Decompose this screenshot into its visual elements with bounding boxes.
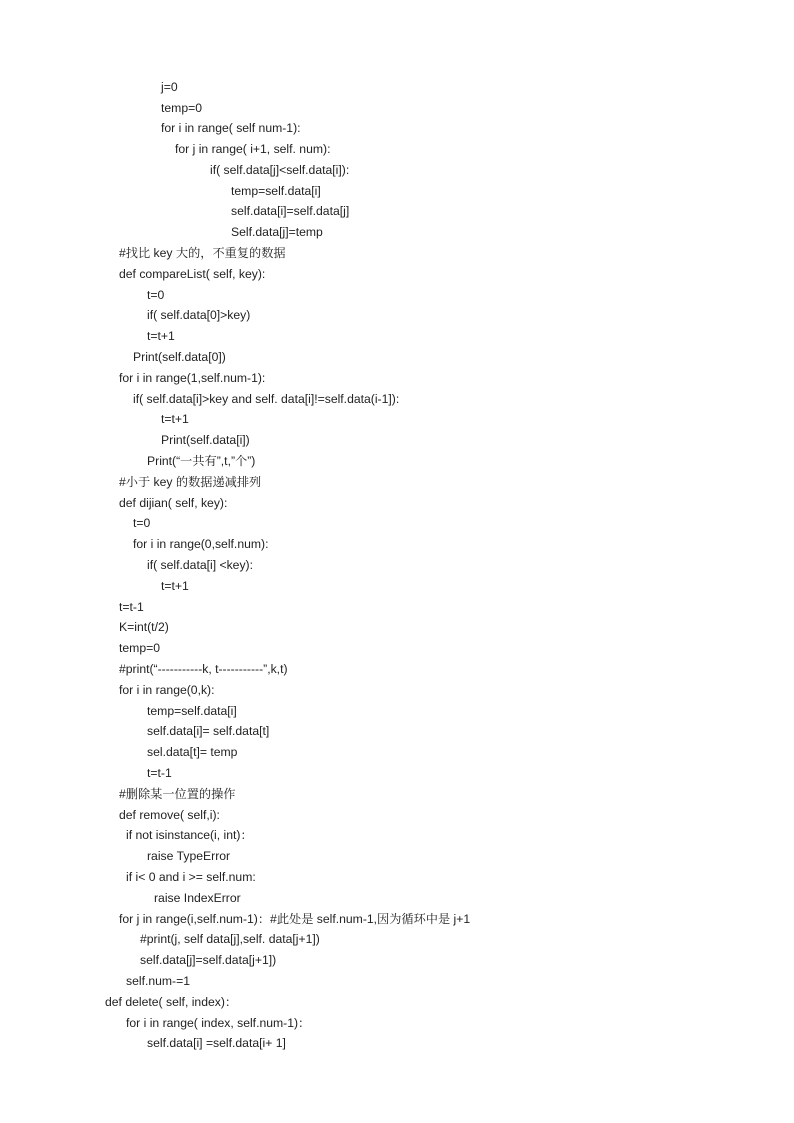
code-line: temp=self.data[i]	[231, 184, 321, 198]
code-line: t=t+1	[161, 412, 189, 426]
code-line: def remove( self,i):	[119, 808, 220, 822]
code-line: Print(self.data[i])	[161, 433, 250, 447]
code-line: t=t+1	[161, 579, 189, 593]
code-line: Print(“一共有”,t,”个”)	[147, 454, 256, 468]
code-line: temp=self.data[i]	[147, 704, 237, 718]
code-line: if( self.data[i]>key and self. data[i]!=self.data(i-1]):	[133, 392, 400, 406]
comment-line: #小于 key 的数据递减排列	[119, 475, 262, 489]
code-line: for i in range( self num-1):	[161, 121, 301, 135]
code-line: self.data[i]= self.data[t]	[147, 724, 270, 738]
code-line: for j in range( i+1, self. num):	[175, 142, 331, 156]
code-line: temp=0	[119, 641, 160, 655]
code-line: Self.data[j]=temp	[231, 225, 323, 239]
code-line: t=t-1	[119, 600, 144, 614]
code-line: t=t+1	[147, 329, 175, 343]
code-line: if( self.data[j]<self.data[i]):	[210, 163, 350, 177]
code-line: raise TypeError	[147, 849, 231, 863]
comment-line: #删除某一位置的操作	[119, 787, 236, 801]
code-line: if i< 0 and i >= self.num:	[126, 870, 256, 884]
code-line: raise IndexError	[154, 891, 241, 905]
code-line: Print(self.data[0])	[133, 350, 226, 364]
code-line: for i in range(1,self.num-1):	[119, 371, 266, 385]
code-line: for j in range(i,self.num-1)：#此处是 self.num-1,因为循环中是 j+1	[119, 912, 471, 926]
code-line: if( self.data[i] <key):	[147, 558, 254, 572]
code-line: sel.data[t]= temp	[147, 745, 238, 759]
code-line: t=t-1	[147, 766, 172, 780]
code-line: def delete( self, index)：	[105, 995, 238, 1009]
comment-line: #print(j, self data[j],self. data[j+1])	[140, 932, 320, 946]
code-line: self.data[j]=self.data[j+1])	[140, 953, 277, 967]
comment-line: #print(“-----------k, t-----------”,k,t)	[119, 662, 288, 676]
comment-line: #找比 key 大的，不重复的数据	[119, 246, 286, 260]
code-line: self.num-=1	[126, 974, 191, 988]
code-line: K=int(t/2)	[119, 620, 169, 634]
code-line: for i in range(0,self.num):	[133, 537, 269, 551]
code-line: temp=0	[161, 101, 202, 115]
code-line: if not isinstance(i, int)：	[126, 828, 253, 842]
code-line: self.data[i] =self.data[i+ 1]	[147, 1036, 286, 1050]
code-line: def compareList( self, key):	[119, 267, 266, 281]
code-line: for i in range( index, self.num-1)：	[126, 1016, 311, 1030]
code-line: j=0	[161, 80, 178, 94]
code-line: t=0	[147, 288, 165, 302]
code-line: t=0	[133, 516, 151, 530]
code-line: if( self.data[0]>key)	[147, 308, 251, 322]
code-line: for i in range(0,k):	[119, 683, 215, 697]
code-line: def dijian( self, key):	[119, 496, 228, 510]
code-line: self.data[i]=self.data[j]	[231, 204, 350, 218]
